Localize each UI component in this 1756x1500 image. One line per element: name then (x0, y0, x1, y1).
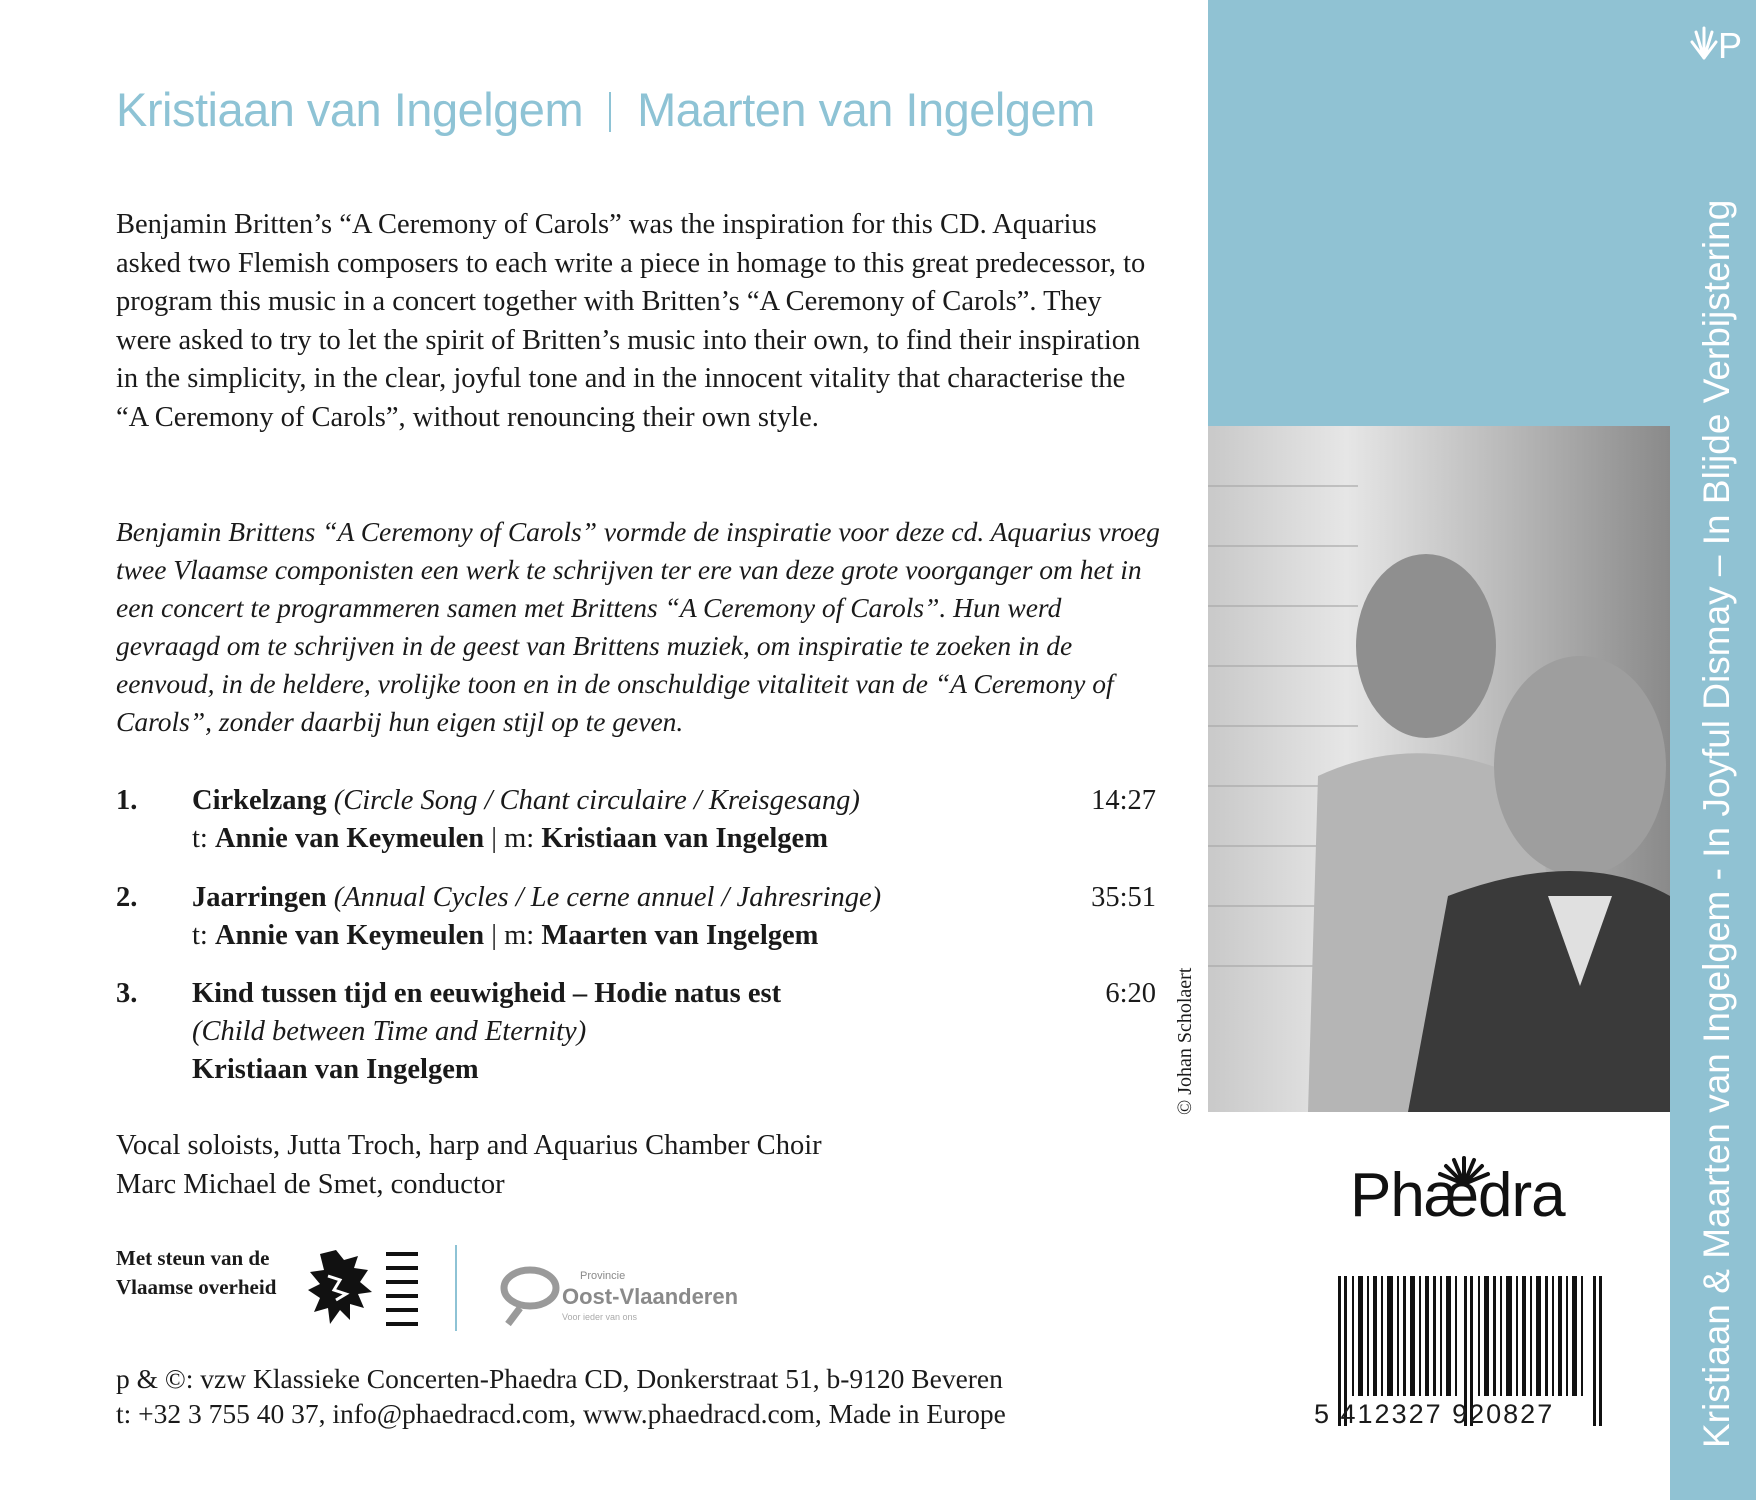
track-title: Jaarringen (192, 882, 327, 913)
government-bars-icon (386, 1252, 418, 1336)
cover-color-panel (1208, 0, 1670, 426)
logo-divider (455, 1245, 457, 1331)
support-text (116, 1244, 296, 1302)
track-duration: 35:51 (1091, 882, 1156, 913)
track-subtitle: (Child between Time and Eternity) (192, 1016, 587, 1047)
text-prefix: t: (192, 823, 208, 854)
performers (116, 1127, 822, 1204)
track-number: 2. (116, 882, 138, 913)
track-3 (116, 975, 1156, 1095)
music-prefix: m: (504, 823, 535, 854)
province-label: Provincie (580, 1270, 626, 1282)
track-subtitle: (Annual Cycles / Le cerne annuel / Jahresringe) (333, 882, 882, 913)
credit-separator: | (491, 823, 497, 854)
spine (1670, 0, 1756, 1500)
photo-credit-text: © Johan Scholaert (1174, 967, 1196, 1115)
artist-name-1: Kristiaan van Ingelgem (116, 83, 584, 136)
province-tagline: Voor ieder van ons (562, 1312, 638, 1322)
imprint-line-2: t: +32 3 755 40 37, info@phaedracd.com, www.phaedracd.com, Made in Europe (116, 1398, 1006, 1429)
track-duration: 6:20 (1105, 978, 1156, 1009)
intro-english: Benjamin Britten’s “A Ceremony of Carols” was the inspiration for this CD. Aquarius asked two Flemish composers to each write a piece in homage to this great predecessor, to program this music in a concert together with Britten’s “A Ceremony of Carols”. They were asked to try to let the spirit of Britten’s music into their own, to find their inspiration in the simplicity, in the clear, joyful tone and in the innocent vitality that characterise the “A Ceremony of Carols”, without renouncing their own style. (116, 209, 1146, 433)
imprint-line-1: p & ©: vzw Klassieke Concerten-Phaedra CD, Donkerstraat 51, b-9120 Beveren (116, 1363, 1003, 1394)
performers-line-1: Vocal soloists, Jutta Troch, harp and Aquarius Chamber Choir (116, 1130, 822, 1161)
composers-photo (1208, 426, 1670, 1112)
track-title: Cirkelzang (192, 785, 327, 816)
track-duration: 14:27 (1091, 785, 1156, 816)
text-author: Annie van Keymeulen (214, 823, 485, 854)
province-swirl-icon (490, 1258, 560, 1328)
phaedra-logo: Phædra (1350, 1161, 1565, 1230)
province-name: Oost-Vlaanderen (562, 1284, 739, 1309)
spine-logo-letter: P (1718, 25, 1742, 66)
track-composer: Kristiaan van Ingelgem (541, 823, 828, 854)
credit-separator: | (491, 920, 497, 951)
support-line-1: Met steun van de (116, 1246, 270, 1270)
track-number: 3. (116, 978, 138, 1009)
track-1 (116, 782, 1156, 862)
performers-line-2: Marc Michael de Smet, conductor (116, 1168, 505, 1200)
artist-name-2: Maarten van Ingelgem (637, 83, 1095, 136)
phaedra-spine-logo-icon (1690, 18, 1742, 66)
text-prefix: t: (192, 920, 208, 951)
track-composer: Kristiaan van Ingelgem (192, 1054, 479, 1085)
track-subtitle: (Circle Song / Chant circulaire / Kreisgesang) (333, 785, 860, 816)
support-line-2: Vlaamse overheid (116, 1275, 277, 1299)
track-title: Kind tussen tijd en eeuwigheid – Hodie natus est (192, 978, 782, 1009)
intro-dutch: Benjamin Brittens “A Ceremony of Carols” vormde de inspiratie voor deze cd. Aquarius vroeg twee Vlaamse componisten een werk te schrijven ter ere van deze grote voorganger om het in een concert te programmeren samen met Brittens “A Ceremony of Carols”. Hun werd gevraagd om te schrijven in de geest van Brittens muziek, om inspiratie te zoeken in de eenvoud, in de heldere, vrolijke toon en in de onschuldige vitaliteit van de “A Ceremony of Carols”, zonder daarbij hun eigen stijl op te geven. (116, 516, 1160, 737)
spine-title: Kristiaan & Maarten van Ingelgem - In Joyful Dismay – In Blijde Verbijstering (1696, 199, 1737, 1448)
photo-credit (1166, 935, 1202, 1115)
music-prefix: m: (504, 920, 535, 951)
flemish-lion-icon (306, 1246, 378, 1330)
barcode-number: 5 412327 920827 (1314, 1399, 1555, 1429)
cover-title (116, 82, 1095, 137)
text-author: Annie van Keymeulen (214, 920, 485, 951)
title-separator (609, 92, 611, 132)
province-logo (490, 1258, 750, 1334)
track-2 (116, 879, 1156, 959)
imprint (116, 1361, 1006, 1431)
track-composer: Maarten van Ingelgem (541, 920, 819, 951)
track-number: 1. (116, 785, 138, 816)
